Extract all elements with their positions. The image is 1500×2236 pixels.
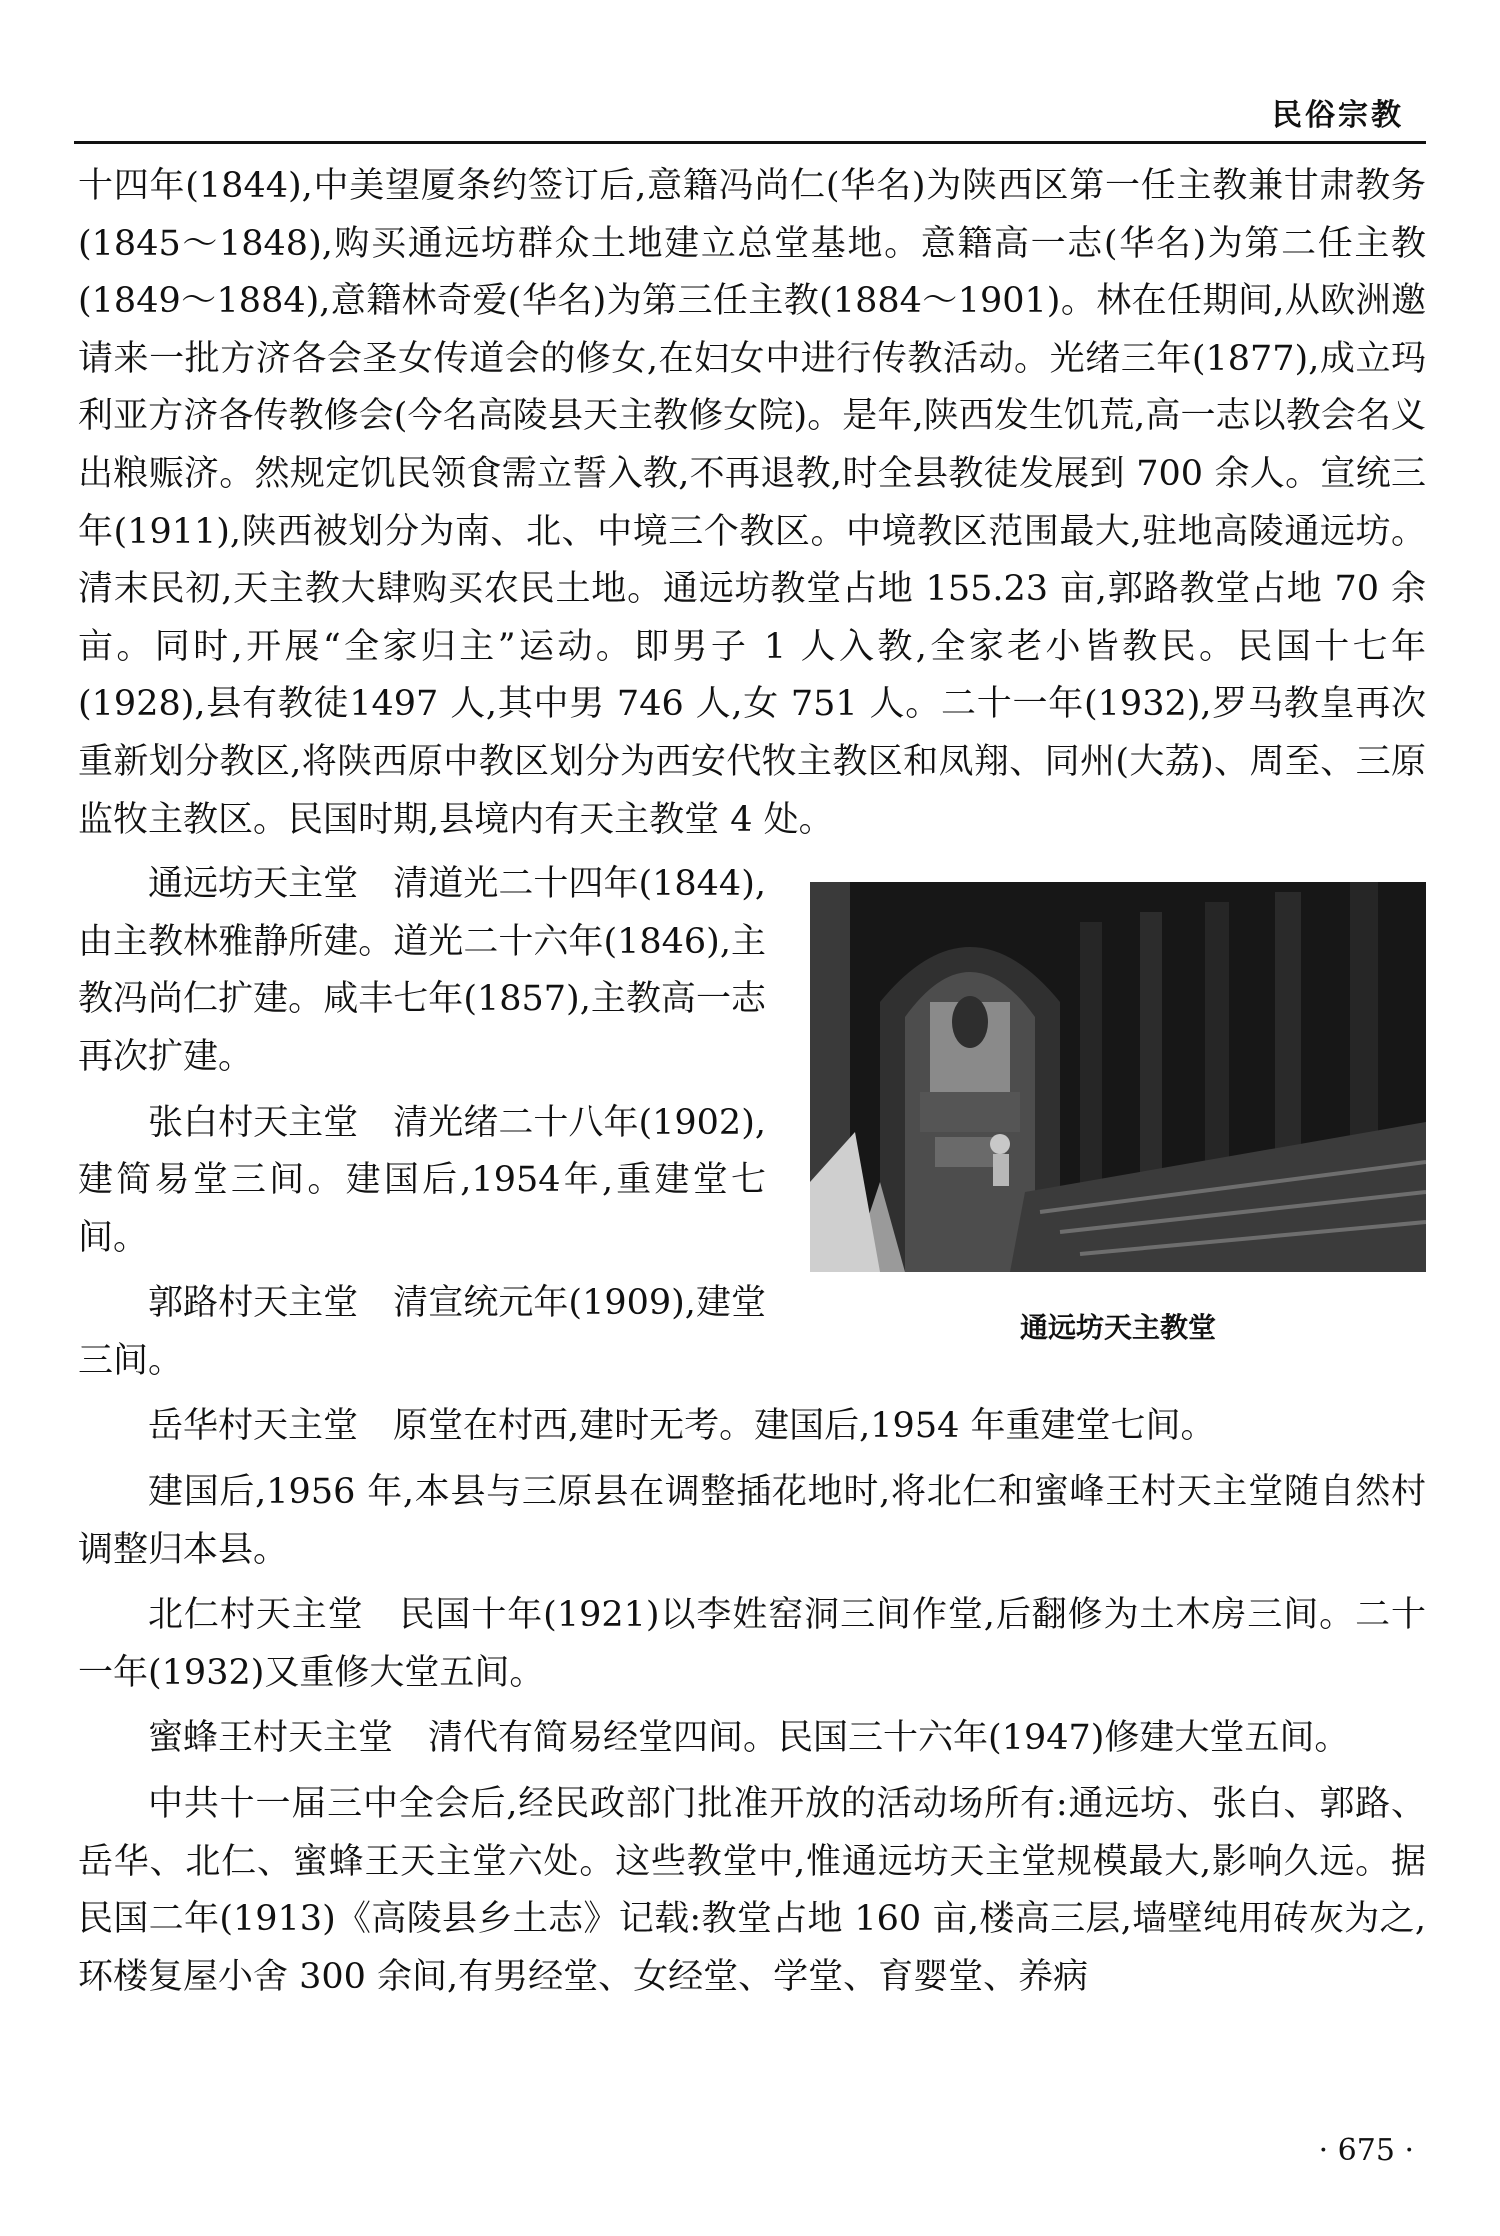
church-interior-illustration (810, 882, 1426, 1272)
church-interior-photo (810, 882, 1426, 1272)
entry-text: 清宣统元年(1909),建堂三间。 (78, 1283, 766, 1381)
closing-paragraph: 中共十一届三中全会后,经民政部门批准开放的活动场所有:通远坊、张白、郭路、岳华、北仁、蜜蜂王天主堂六处。这些教堂中,惟通远坊天主堂规模最大,影响久远。据民国二年(1913)《高陵县乡土志》记载:教堂占地 160 亩,楼高三层,墙壁纯用砖灰为之,环楼复屋小舍 300 余间,有男经堂、女经堂、学堂、育婴堂、养病 (78, 1784, 1426, 1997)
entry-name: 岳华村天主堂 (148, 1406, 359, 1447)
body-text (78, 158, 1426, 2006)
entry-mifengwang (78, 1710, 1426, 1768)
header-rule (74, 141, 1426, 144)
church-figure (796, 882, 1426, 1360)
entry-text: 清道光二十四年(1844),由主教林雅静所建。道光二十六年(1846),主教冯尚仁扩建。咸丰七年(1857),主教高一志再次扩建。 (78, 864, 766, 1077)
intro-paragraph: 十四年(1844),中美望厦条约签订后,意籍冯尚仁(华名)为陕西区第一任主教兼甘肃教务(1845～1848),购买通远坊群众土地建立总堂基地。意籍高一志(华名)为第二任主教(1849～1884),意籍林奇爱(华名)为第三任主教(1884～1901)。林在任期间,从欧洲邀请来一批方济各会圣女传道会的修女,在妇女中进行传教活动。光绪三年(1877),成立玛利亚方济各传教修会(今名高陵县天主教修女院)。是年,陕西发生饥荒,高一志以教会名义出粮赈济。然规定饥民领食需立誓入教,不再退教,时全县教徒发展到 700 余人。宣统三年(1911),陕西被划分为南、北、中境三个教区。中境教区范围最大,驻地高陵通远坊。清末民初,天主教大肆购买农民土地。通远坊教堂占地 155.23 亩,郭路教堂占地 70 余亩。同时,开展“全家归主”运动。即男子 1 人入教,全家老小皆教民。民国十七年(1928),县有教徒1497 人,其中男 746 人,女 751 人。二十一年(1932),罗马教皇再次重新划分教区,将陕西原中教区划分为西安代牧主教区和凤翔、同州(大荔)、周至、三原监牧主教区。民国时期,县境内有天主教堂 4 处。 (78, 166, 1426, 840)
entry-name: 郭路村天主堂 (148, 1283, 359, 1324)
entry-beiren (78, 1587, 1426, 1702)
entry-name: 张白村天主堂 (148, 1102, 359, 1143)
page-number: · 675 · (1318, 2133, 1414, 2168)
entry-text: 民国十年(1921)以李姓窑洞三间作堂,后翻修为土木房三间。二十一年(1932)又重修大堂五间。 (78, 1595, 1426, 1693)
adjustment-paragraph: 建国后,1956 年,本县与三原县在调整插花地时,将北仁和蜜峰王村天主堂随自然村调整归本县。 (78, 1472, 1426, 1570)
entry-name: 北仁村天主堂 (148, 1595, 364, 1636)
figure-caption: 通远坊天主教堂 (1019, 1311, 1216, 1345)
entry-yuehua (78, 1398, 1426, 1456)
section-title: 民俗宗教 (1272, 98, 1404, 133)
entry-name: 通远坊天主堂 (148, 864, 359, 905)
entry-text: 清代有简易经堂四间。民国三十六年(1947)修建大堂五间。 (428, 1718, 1350, 1759)
entry-name: 蜜蜂王村天主堂 (148, 1718, 394, 1759)
entry-text: 清光绪二十八年(1902),建简易堂三间。建国后,1954年,重建堂七间。 (78, 1102, 766, 1258)
entry-text: 原堂在村西,建时无考。建国后,1954 年重建堂七间。 (393, 1406, 1216, 1447)
